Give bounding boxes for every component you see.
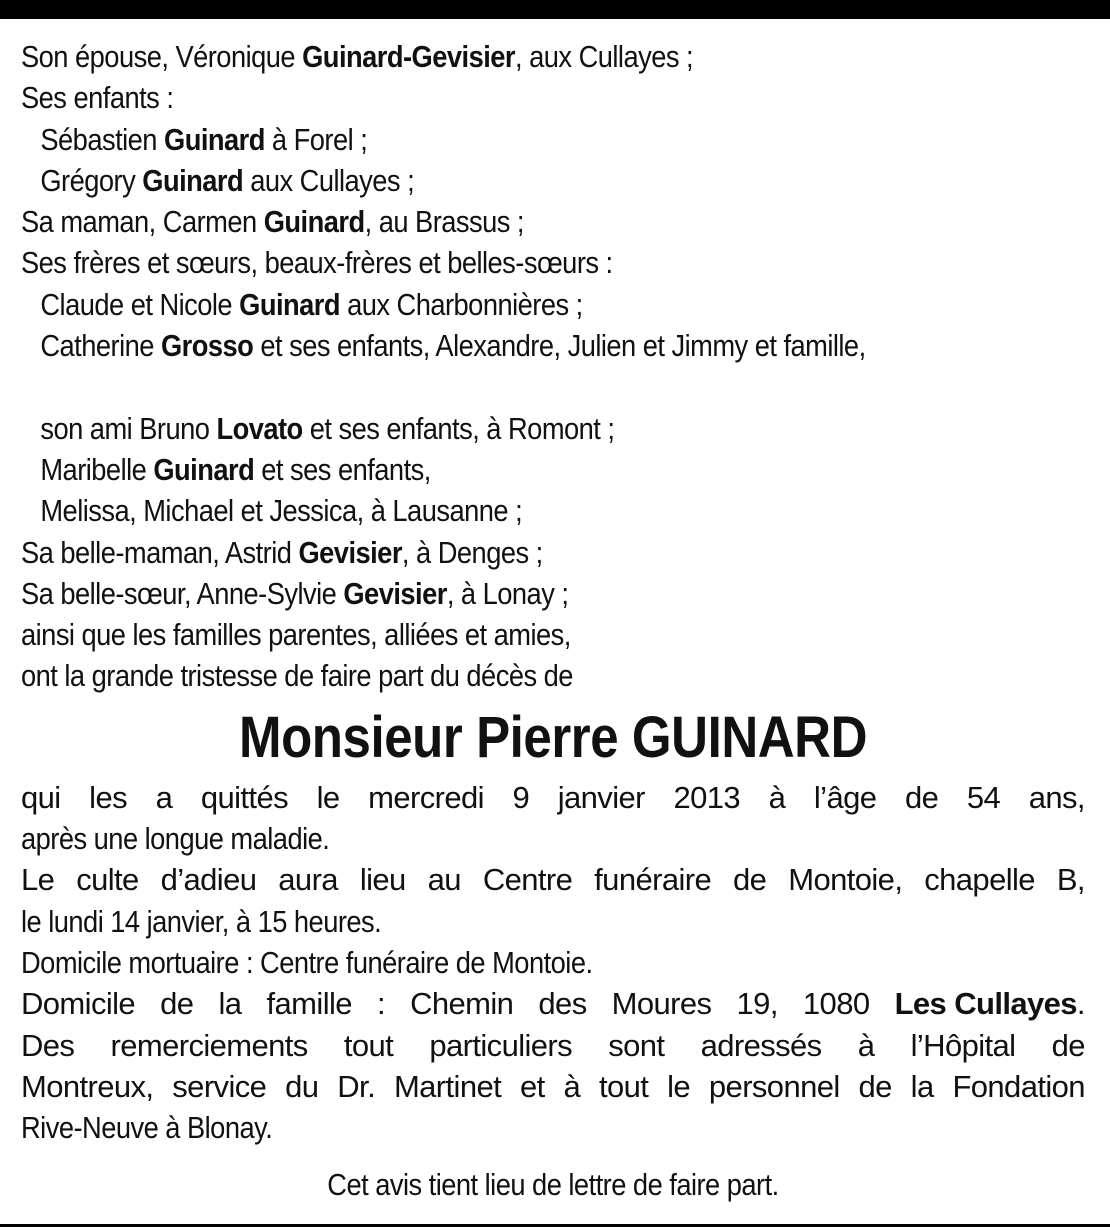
detail-word: a [155,779,173,815]
family-line [21,532,957,573]
family-line-text: et ses enfants, à Romont ; [302,410,615,446]
family-line-text: Ses enfants : [21,80,174,116]
bottom-border-rule [0,1224,1110,1227]
detail-word: : [377,986,386,1022]
detail-word: le [316,779,340,815]
family-line [21,119,957,160]
top-border-rule [0,0,1110,19]
detail-word: à [857,1027,875,1063]
family-line-text: Sa belle-sœur, Anne-Sylvie [21,575,344,611]
family-line [21,242,957,283]
family-line-text: ainsi que les familles parentes, alliées et amies, [21,617,571,653]
family-line [21,77,957,118]
family-line-text: Ses frères et sœurs, beaux-frères et belles-sœurs : [21,245,613,281]
detail-word: remerciements [110,1027,308,1063]
detail-word: janvier [557,779,645,815]
detail-word: sont [608,1027,665,1063]
family-surname: Guinard-Gevisier [302,39,516,74]
detail-word: ans, [1028,779,1085,815]
family-line-text: Grégory [40,162,143,198]
family-surname: Guinard [153,451,255,487]
deceased-name-heading: Monsieur Pierre GUINARD [238,704,868,770]
family-surname: Guinard [239,286,341,322]
family-line-text: ont la grande tristesse de faire part du décès de [21,658,573,694]
family-line-text: Sébastien [40,121,164,157]
family-surname: Grosso [160,328,254,364]
detail-word: adressés [700,1027,822,1063]
detail-word: Chemin [410,986,514,1022]
family-line [21,160,957,201]
detail-word: Domicile [21,986,136,1022]
detail-word: Montreux, [21,1068,154,1104]
detail-word: personnel [708,1068,840,1104]
detail-word: 1080 [802,986,870,1022]
detail-word: Moures [611,986,712,1022]
detail-word-group [895,983,1085,1024]
closing-statement: Cet avis tient lieu de lettre de faire part. [327,1167,779,1203]
detail-word: Martinet [393,1068,502,1104]
detail-word: service [172,1068,267,1104]
detail-word: lieu [359,862,406,898]
family-line [21,36,957,77]
family-line-text: Maribelle [40,451,154,487]
detail-word: 54 [966,779,1001,815]
detail-word: Montoie, [788,862,903,898]
family-place-name: Les Cullayes [894,986,1077,1022]
family-list [21,36,1085,697]
detail-word: de [733,862,767,898]
detail-word: de [1051,1027,1085,1063]
detail-word: le [667,1068,691,1104]
detail-word: l’âge [813,779,877,815]
family-line-text: , à Denges ; [401,534,543,570]
detail-word: Dr. [337,1068,376,1104]
family-line [21,490,957,531]
family-line-text: aux Charbonnières ; [340,286,583,322]
detail-word: culte [76,862,139,898]
detail-line-justified [21,777,1085,818]
detail-word: tout [343,1027,394,1063]
family-line [21,408,957,449]
obituary-notice [21,36,1085,1206]
detail-line: le lundi 14 janvier, à 15 heures. [21,903,382,939]
detail-word: chapelle [924,862,1035,898]
detail-word: quittés [200,779,288,815]
detail-word: aura [278,862,338,898]
family-line-text: à Forel ; [264,121,368,157]
family-surname: Guinard [142,162,244,198]
detail-word: mercredi [368,779,484,815]
detail-word: la [910,1068,934,1104]
detail-word: des [538,986,587,1022]
detail-word: 9 [512,779,530,815]
detail-word: l’Hôpital [910,1027,1016,1063]
detail-word: Centre [482,862,573,898]
family-line [21,449,957,490]
family-line-text: aux Cullayes ; [243,162,415,198]
detail-word: Des [21,1027,75,1063]
detail-word: à [768,779,786,815]
family-line [21,325,957,366]
family-line-text: , à Lonay ; [446,575,569,611]
detail-word: 19, [736,986,778,1022]
family-line-text: son ami Bruno [40,410,217,446]
family-surname: Gevisier [298,534,402,570]
detail-word: les [89,779,127,815]
detail-line: Domicile mortuaire : Centre funéraire de Montoie. [21,944,593,980]
family-surname: Lovato [216,410,303,446]
family-line [21,614,957,655]
detail-word: qui [21,779,61,815]
detail-word: de [160,986,194,1022]
detail-word: au [427,862,461,898]
family-line-text: Catherine [40,328,161,364]
family-surname: Gevisier [343,575,447,611]
detail-word: 2013 [673,779,741,815]
detail-word: du [285,1068,319,1104]
family-line-text: et ses enfants, Alexandre, Julien et Jimmy et famille, [253,328,866,364]
family-line-text: Son épouse, Véronique [21,39,303,74]
blank-line [21,366,1085,407]
detail-word: particuliers [429,1027,573,1063]
detail-word: Le [21,862,55,898]
family-line-text: , aux Cullayes ; [515,39,694,74]
family-surname: Guinard [164,121,265,157]
family-line [21,201,957,242]
family-line [21,573,957,614]
service-details [21,777,1085,1149]
detail-line: Rive-Neuve à Blonay. [21,1110,273,1146]
detail-word: funéraire [594,862,712,898]
family-line-text: et ses enfants, [254,451,431,487]
detail-line-justified [21,983,1085,1024]
detail-word: B, [1056,862,1085,898]
family-line-text: Sa belle-maman, Astrid [21,534,299,570]
family-surname: Guinard [263,204,365,240]
detail-word: tout [598,1068,649,1104]
family-line [21,655,957,696]
family-line-text: Sa maman, Carmen [21,204,264,240]
detail-word: de [904,779,939,815]
detail-word: d’adieu [160,862,257,898]
detail-word: famille [266,986,352,1022]
detail-word: de [858,1068,892,1104]
detail-line-justified [21,1066,1085,1107]
detail-word: . [1076,986,1085,1022]
family-line-text: , au Brassus ; [364,204,524,240]
detail-line-justified [21,859,1085,900]
detail-line: après une longue maladie. [21,821,330,857]
detail-word: et [519,1068,545,1104]
family-line [21,284,957,325]
detail-word: à [563,1068,581,1104]
family-line-text: Claude et Nicole [40,286,240,322]
family-line-text: Melissa, Michael et Jessica, à Lausanne ; [40,493,523,529]
detail-word: Fondation [952,1068,1085,1104]
detail-line-justified [21,1025,1085,1066]
detail-word: la [218,986,242,1022]
